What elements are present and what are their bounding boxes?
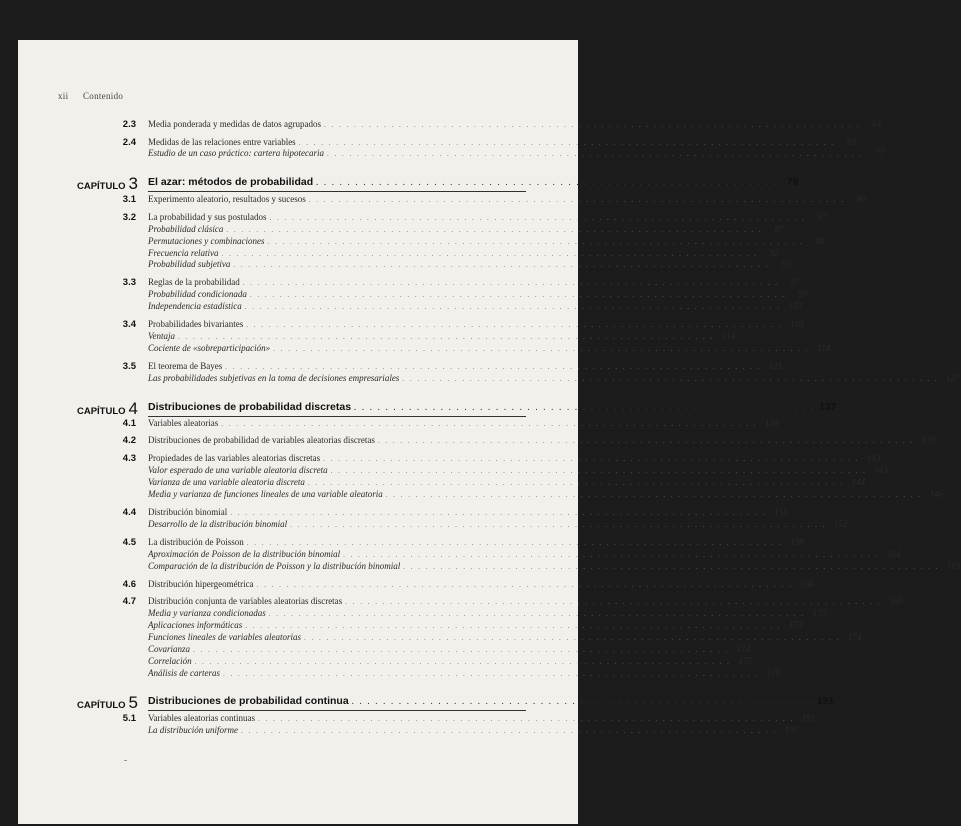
dot-leader: . . . . . . . . . . . . . . . . . . . . . . . . . . . . . . . . . . . . . . . . . . . . . . . . . . . . . . . . . . . . . . . . . . . . . . . . <box>249 291 787 299</box>
dot-leader: . . . . . . . . . . . . . . . . . . . . . . . . . . . . . . . . . . . . . . . . . . . . . . . . . . . . . . . . . . . . . . . . . . . . . . . . <box>269 214 806 222</box>
dot-leader: . . . . . . . . . . . . . . . . . . . . . . . . . . . . . . . . . . . . . . . . . . . . . . . . . . . . . . . . . . . <box>354 405 816 412</box>
entry-line <box>148 236 825 246</box>
entry-title: Funciones lineales de variables aleatorias <box>148 632 301 642</box>
entry-line <box>148 656 752 666</box>
entry-line <box>148 549 901 559</box>
page-number: 191 <box>801 713 816 723</box>
chapter-number: 3 <box>128 174 138 193</box>
entry-title: La distribución uniforme <box>148 725 239 735</box>
section-number: 2.3 <box>122 119 136 130</box>
dot-leader: . . . . . . . . . . . . . . . . . . . . . . . . . . . . . . . . . . . . . . . . . . . . . . . . . . . . . . . . . . . . . . . . . . . . . . . . <box>230 509 767 517</box>
page-number: 174 <box>847 632 862 642</box>
section-number: 5.1 <box>122 713 136 724</box>
page-number: 173 <box>789 620 803 630</box>
entry-title: Correlación <box>148 656 192 666</box>
entry-line <box>148 644 751 654</box>
page-number: 110 <box>790 319 804 329</box>
dot-leader: . . . . . . . . . . . . . . . . . . . . . . . . . . . . . . . . . . . . . . . . . . . . . . . . . . . . . . . . . . . . . . . . . . . . . . . . <box>178 333 715 341</box>
chapter-label <box>60 174 138 194</box>
chapter-label-text: CAPÍTULO <box>76 700 126 711</box>
page-number: 151 <box>774 507 788 517</box>
chapter-rule <box>148 191 526 192</box>
subsection-entry <box>0 725 799 739</box>
entry-title: Comparación de la distribución de Poisson y la distribución binomial <box>148 561 401 571</box>
chapter-title: El azar: métodos de probabilidad <box>148 176 314 188</box>
entry-title: Valor esperado de una variable aleatoria discreta <box>148 465 328 475</box>
entry-title: Análisis de carteras <box>148 668 220 678</box>
subsection-entry <box>0 561 961 575</box>
subsection-entry <box>0 489 943 503</box>
entry-title: Media y varianza condicionadas <box>148 608 266 618</box>
page-number: 146 <box>929 489 943 499</box>
page-number: 179 <box>766 668 781 678</box>
entry-line <box>148 465 888 475</box>
header-title: Contenido <box>82 91 124 101</box>
section-number: 3.4 <box>122 319 136 330</box>
entry-line <box>148 289 808 299</box>
entry-title: Independencia estadística <box>148 301 242 311</box>
entry-title: Variables aleatorias continuas <box>148 713 255 723</box>
entry-title: Ventaja <box>148 331 175 341</box>
entry-line <box>148 343 831 353</box>
entry-line <box>148 596 903 606</box>
page-number: 80 <box>856 194 866 204</box>
entry-title: Medidas de las relaciones entre variables <box>148 137 296 147</box>
page-number: 69 <box>846 137 856 147</box>
dot-leader: . . . . . . . . . . . . . . . . . . . . . . . . . . . . . . . . . . . . . . . . . . . . . . . . . . . . . . . . . . . <box>316 180 778 187</box>
chapter-number: 4 <box>128 399 138 418</box>
dot-leader: . . . . . . . . . . . . . . . . . . . . . . . . . . . . . . . . . . . . . . . . . . . . . . . . . . . . . . . . . . . . . . . . . . . . . . . . <box>268 610 805 618</box>
dot-leader: . . . . . . . . . . . . . . . . . . . . . . . . . . . . . . . . . . . . . . . . . . . . . . . . . . . . . . . . . . . . . . . . . . . . . . . . <box>345 598 882 606</box>
page-number: 144 <box>851 477 866 487</box>
entry-title: Permutaciones y combinaciones <box>148 236 265 246</box>
page-number: 138 <box>764 418 779 428</box>
entry-line <box>148 194 866 204</box>
entry-line <box>148 259 791 269</box>
chapter-heading <box>0 691 835 713</box>
entry-title: Covarianza <box>148 644 191 654</box>
page-number: 77 <box>875 148 885 158</box>
section-number: 3.2 <box>122 212 136 223</box>
chapter-label-text: CAPÍTULO <box>76 406 126 417</box>
entry-line <box>148 453 881 463</box>
page-number: 97 <box>790 277 800 287</box>
subsection-entry <box>0 519 848 533</box>
page-number: 159 <box>790 537 804 547</box>
section-entry <box>0 435 936 449</box>
entry-title: La distribución de Poisson <box>148 537 244 547</box>
section-number: 3.5 <box>122 361 136 372</box>
entry-line <box>148 148 885 158</box>
entry-title: Variables aleatorias <box>148 418 219 428</box>
dot-leader: . . . . . . . . . . . . . . . . . . . . . . . . . . . . . . . . . . . . . . . . . . . . . . . . . . . . . . . . . . . . . . . . . . . . . . . . <box>242 279 779 287</box>
entry-title: Probabilidad subjetiva <box>148 259 231 269</box>
page-number: 79 <box>786 176 799 188</box>
page-number: 93 <box>781 259 791 269</box>
dot-leader: . . . . . . . . . . . . . . . . . . . . . . . . . . . . . . . . . . . . . . . . . . . . . . . . . . . . . . . . . . . . . . . . . . . . . . . . <box>377 437 915 445</box>
page-number: 137 <box>819 401 837 413</box>
entry-title: Distribución binomial <box>148 507 228 517</box>
chapter-title-line <box>148 176 799 188</box>
page-number: 103 <box>788 301 802 311</box>
entry-line <box>148 418 779 428</box>
entry-title: Distribución conjunta de variables aleatorias discretas <box>148 596 343 606</box>
dot-leader: . . . . . . . . . . . . . . . . . . . . . . . . . . . . . . . . . . . . . . . . . . . . . . . . . . . . . . . . . . . . . . . . . . . . . . . . <box>307 479 845 487</box>
section-entry <box>0 579 814 593</box>
page-number: 143 <box>866 453 881 463</box>
chapter-heading <box>0 397 837 419</box>
entry-line <box>148 668 781 678</box>
entry-title: Probabilidad clásica <box>148 224 224 234</box>
chapter-title: Distribuciones de probabilidad discretas <box>148 401 352 413</box>
section-number: 4.4 <box>122 507 136 518</box>
page-number: 64 <box>872 119 882 129</box>
entry-line <box>148 632 862 642</box>
dot-leader: . . . . . . . . . . . . . . . . . . . . . . . . . . . . . . . . . . . . . . . . . . . . . . . . . . . . . . . . . . . . . . . . . . . . . . . . <box>330 467 867 475</box>
page-number: 195 <box>784 725 799 735</box>
dot-leader: . . . . . . . . . . . . . . . . . . . . . . . . . . . . . . . . . . . . . . . . . . . . . . . . . . . . . . . . . . . . . . . . . . . . . . . . <box>221 420 758 428</box>
dot-leader: . . . . . . . . . . . . . . . . . . . . . . . . . . . . . . . . . . . . . . . . . . . . . . . . . . . . . . . . . . . . . . . . . . . . . . . . <box>385 491 922 499</box>
dot-leader: . . . . . . . . . . . . . . . . . . . . . . . . . . . . . . . . . . . . . . . . . . . . . . . . . . . . . . . . . . . . . . . . . . . . . . . . <box>257 715 795 723</box>
subsection-entry <box>0 148 885 162</box>
section-entry <box>0 194 866 208</box>
page-number: 175 <box>738 656 752 666</box>
dot-leader: . . . . . . . . . . . . . . . . . . . . . . . . . . . . . . . . . . . . . . . . . . . . . . . . . . . . . . . . . . . . . . . . . . . . . . . . <box>256 581 793 589</box>
entry-line <box>148 489 943 499</box>
dot-leader: . . . . . . . . . . . . . . . . . . . . . . . . . . . . . . . . . . . . . . . . . . . . . . . . . . . . . . . . . . . . . . . . . . . . . . . . <box>226 226 763 234</box>
dot-leader: . . . . . . . . . . . . . . . . . . . . . . . . . . . . . . . . . . . . . . . . . . . . . . . . . . . . . . . . . . . . . . . . . . . . . . . . <box>343 551 880 559</box>
entry-line <box>148 248 779 258</box>
page-number: 92 <box>769 248 779 258</box>
subsection-entry <box>0 373 960 387</box>
chapter-rule <box>148 710 526 711</box>
page-number: 88 <box>815 236 825 246</box>
dot-leader: . . . . . . . . . . . . . . . . . . . . . . . . . . . . . . . . . . . . . . . . . . . . . . . . . . . . . . . . . . . . . . . . . . . . . . . . <box>267 238 804 246</box>
page-number: 143 <box>874 465 888 475</box>
entry-title: Cociente de «sobreparticipación» <box>148 343 271 353</box>
chapter-title-line <box>148 695 835 707</box>
entry-line <box>148 620 803 630</box>
entry-line <box>148 579 814 589</box>
entry-line <box>148 373 960 383</box>
dot-leader: . . . . . . . . . . . . . . . . . . . . . . . . . . . . . . . . . . . . . . . . . . . . . . . . . . . . . . . . . . . . . . . . . . . . . . . . <box>298 139 835 147</box>
section-number: 4.7 <box>122 596 136 607</box>
chapter-label <box>60 399 138 419</box>
dot-leader: . . . . . . . . . . . . . . . . . . . . . . . . . . . . . . . . . . . . . . . . . . . . . . . . . . . . . . . . . . . . . . . . . . . . . . . . <box>273 345 810 353</box>
page-number: 87 <box>817 212 827 222</box>
section-number: 4.2 <box>122 435 136 446</box>
page-number: 165 <box>947 561 961 571</box>
entry-title: El teorema de Bayes <box>148 361 223 371</box>
section-number: 3.3 <box>122 277 136 288</box>
dot-leader: . . . . . . . . . . . . . . . . . . . . . . . . . . . . . . . . . . . . . . . . . . . . . . . . . . . . . . . . . . . . . . . . . . . . . . . . <box>241 727 778 735</box>
entry-line <box>148 537 804 547</box>
page-number: 114 <box>817 343 831 353</box>
entry-line <box>148 713 816 723</box>
section-number: 2.4 <box>122 137 136 148</box>
dot-leader: . . . . . . . . . . . . . . . . . . . . . . . . . . . . . . . . . . . . . . . . . . . . . . . . . . . . . . . . . . . . . . . . . . . . . . . . <box>223 670 760 678</box>
entry-title: Propiedades de las variables aleatorias discretas <box>148 453 321 463</box>
entry-title: Varianza de una variable aleatoria discreta <box>148 477 305 487</box>
dot-leader: . . . . . . . . . . . . . . . . . . . . . . . . . . . . . . . . . . . . . . . . . . . . . . . . . . . . . . . . . . . . . . . . . . . . . . . . <box>403 563 940 571</box>
subsection-entry <box>0 343 831 357</box>
entry-title: Aplicaciones informáticas <box>148 620 243 630</box>
dot-leader: . . . . . . . . . . . . . . . . . . . . . . . . . . . . . . . . . . . . . . . . . . . . . . . . . . . . . . . . . . . . . . . . . . . . . . . . <box>233 261 770 269</box>
section-number: 4.3 <box>122 453 136 464</box>
dot-leader: . . . . . . . . . . . . . . . . . . . . . . . . . . . . . . . . . . . . . . . . . . . . . . . . . . . . . . . . . . . . . . . . . . . . . . . . <box>303 634 841 642</box>
entry-line <box>148 477 866 487</box>
dot-leader: . . . . . . . . . . . . . . . . . . . . . . . . . . . . . . . . . . . . . . . . . . . . . . . . . . . . . . . . . . . . . . . . . . . . . . . . <box>244 303 781 311</box>
page-mark <box>124 760 127 761</box>
dot-leader: . . . . . . . . . . . . . . . . . . . . . . . . . . . . . . . . . . . . . . . . . . . . . . . . . . . . . . . . . . . <box>351 699 814 706</box>
chapter-rule <box>148 416 526 417</box>
chapter-label <box>60 693 138 713</box>
entry-title: Desarrollo de la distribución binomial <box>148 519 288 529</box>
entry-title: La probabilidad y sus postulados <box>148 212 267 222</box>
entry-title: Reglas de la probabilidad <box>148 277 240 287</box>
page-number: 99 <box>798 289 808 299</box>
page-number: 164 <box>886 549 901 559</box>
dot-leader: . . . . . . . . . . . . . . . . . . . . . . . . . . . . . . . . . . . . . . . . . . . . . . . . . . . . . . . . . . . . . . . . . . . . . . . . <box>246 321 783 329</box>
page-number: 139 <box>921 435 936 445</box>
entry-line <box>148 331 736 341</box>
entry-title: Media ponderada y medidas de datos agrupados <box>148 119 321 129</box>
page-number: 173 <box>812 608 826 618</box>
entry-title: Probabilidad condicionada <box>148 289 247 299</box>
chapter-label-text: CAPÍTULO <box>76 181 126 192</box>
page-number: 87 <box>774 224 784 234</box>
dot-leader: . . . . . . . . . . . . . . . . . . . . . . . . . . . . . . . . . . . . . . . . . . . . . . . . . . . . . . . . . . . . . . . . . . . . . . . . <box>402 375 939 383</box>
dot-leader: . . . . . . . . . . . . . . . . . . . . . . . . . . . . . . . . . . . . . . . . . . . . . . . . . . . . . . . . . . . . . . . . . . . . . . . . <box>246 539 783 547</box>
entry-line <box>148 119 882 129</box>
subsection-entry <box>0 301 802 315</box>
chapter-title: Distribuciones de probabilidad continua <box>148 695 349 707</box>
dot-leader: . . . . . . . . . . . . . . . . . . . . . . . . . . . . . . . . . . . . . . . . . . . . . . . . . . . . . . . . . . . . . . . . . . . . . . . . <box>323 455 860 463</box>
entry-line <box>148 725 799 735</box>
entry-title: Aproximación de Poisson de la distribución binomial <box>148 549 341 559</box>
entry-line <box>148 212 827 222</box>
entry-line <box>148 507 788 517</box>
entry-line <box>148 137 856 147</box>
dot-leader: . . . . . . . . . . . . . . . . . . . . . . . . . . . . . . . . . . . . . . . . . . . . . . . . . . . . . . . . . . . . . . . . . . . . . . . . <box>323 121 861 129</box>
entry-title: Experimento aleatorio, resultados y sucesos <box>148 194 306 204</box>
header-page-number: xii <box>58 91 69 101</box>
entry-line <box>148 561 961 571</box>
dot-leader: . . . . . . . . . . . . . . . . . . . . . . . . . . . . . . . . . . . . . . . . . . . . . . . . . . . . . . . . . . . . . . . . . . . . . . . . <box>245 622 782 630</box>
page-number: 169 <box>888 596 903 606</box>
section-entry <box>0 119 882 133</box>
entry-title: Estudio de un caso práctico: cartera hipotecaria <box>148 148 324 158</box>
entry-line <box>148 608 826 618</box>
section-number: 4.5 <box>122 537 136 548</box>
dot-leader: . . . . . . . . . . . . . . . . . . . . . . . . . . . . . . . . . . . . . . . . . . . . . . . . . . . . . . . . . . . . . . . . . . . . . . . . <box>193 646 730 654</box>
entry-line <box>148 301 802 311</box>
entry-title: Distribución hipergeométrica <box>148 579 254 589</box>
page-number: 174 <box>736 644 751 654</box>
entry-title: Las probabilidades subjetivas en la toma de decisiones empresariales <box>148 373 400 383</box>
entry-title: Frecuencia relativa <box>148 248 219 258</box>
entry-title: Probabilidades bivariantes <box>148 319 244 329</box>
dot-leader: . . . . . . . . . . . . . . . . . . . . . . . . . . . . . . . . . . . . . . . . . . . . . . . . . . . . . . . . . . . . . . . . . . . . . . . . <box>326 150 864 158</box>
page-number: 121 <box>768 361 783 371</box>
dot-leader: . . . . . . . . . . . . . . . . . . . . . . . . . . . . . . . . . . . . . . . . . . . . . . . . . . . . . . . . . . . . . . . . . . . . . . . . <box>194 658 731 666</box>
entry-line <box>148 224 784 234</box>
entry-line <box>148 319 804 329</box>
entry-line <box>148 277 800 287</box>
dot-leader: . . . . . . . . . . . . . . . . . . . . . . . . . . . . . . . . . . . . . . . . . . . . . . . . . . . . . . . . . . . . . . . . . . . . . . . . <box>225 363 762 371</box>
entry-line <box>148 361 783 371</box>
section-entry <box>0 418 779 432</box>
section-number: 4.6 <box>122 579 136 590</box>
page-number: 166 <box>800 579 814 589</box>
dot-leader: . . . . . . . . . . . . . . . . . . . . . . . . . . . . . . . . . . . . . . . . . . . . . . . . . . . . . . . . . . . . . . . . . . . . . . . . <box>290 521 827 529</box>
entry-line <box>148 435 936 445</box>
entry-title: Distribuciones de probabilidad de variables aleatorias discretas <box>148 435 375 445</box>
dot-leader: . . . . . . . . . . . . . . . . . . . . . . . . . . . . . . . . . . . . . . . . . . . . . . . . . . . . . . . . . . . . . . . . . . . . . . . . <box>221 250 758 258</box>
chapter-title-line <box>148 401 837 413</box>
entry-line <box>148 519 848 529</box>
subsection-entry <box>0 668 781 682</box>
chapter-number: 5 <box>128 693 138 712</box>
section-number: 3.1 <box>122 194 136 205</box>
page-number: 114 <box>722 331 736 341</box>
section-number: 4.1 <box>122 418 136 429</box>
page-number: 191 <box>816 695 835 707</box>
dot-leader: . . . . . . . . . . . . . . . . . . . . . . . . . . . . . . . . . . . . . . . . . . . . . . . . . . . . . . . . . . . . . . . . . . . . . . . . <box>308 196 845 204</box>
entry-title: Media y varianza de funciones lineales de una variable aleatoria <box>148 489 383 499</box>
chapter-heading <box>0 172 799 194</box>
page-number: 152 <box>833 519 848 529</box>
subsection-entry <box>0 259 791 273</box>
page-number: 127 <box>946 373 960 383</box>
